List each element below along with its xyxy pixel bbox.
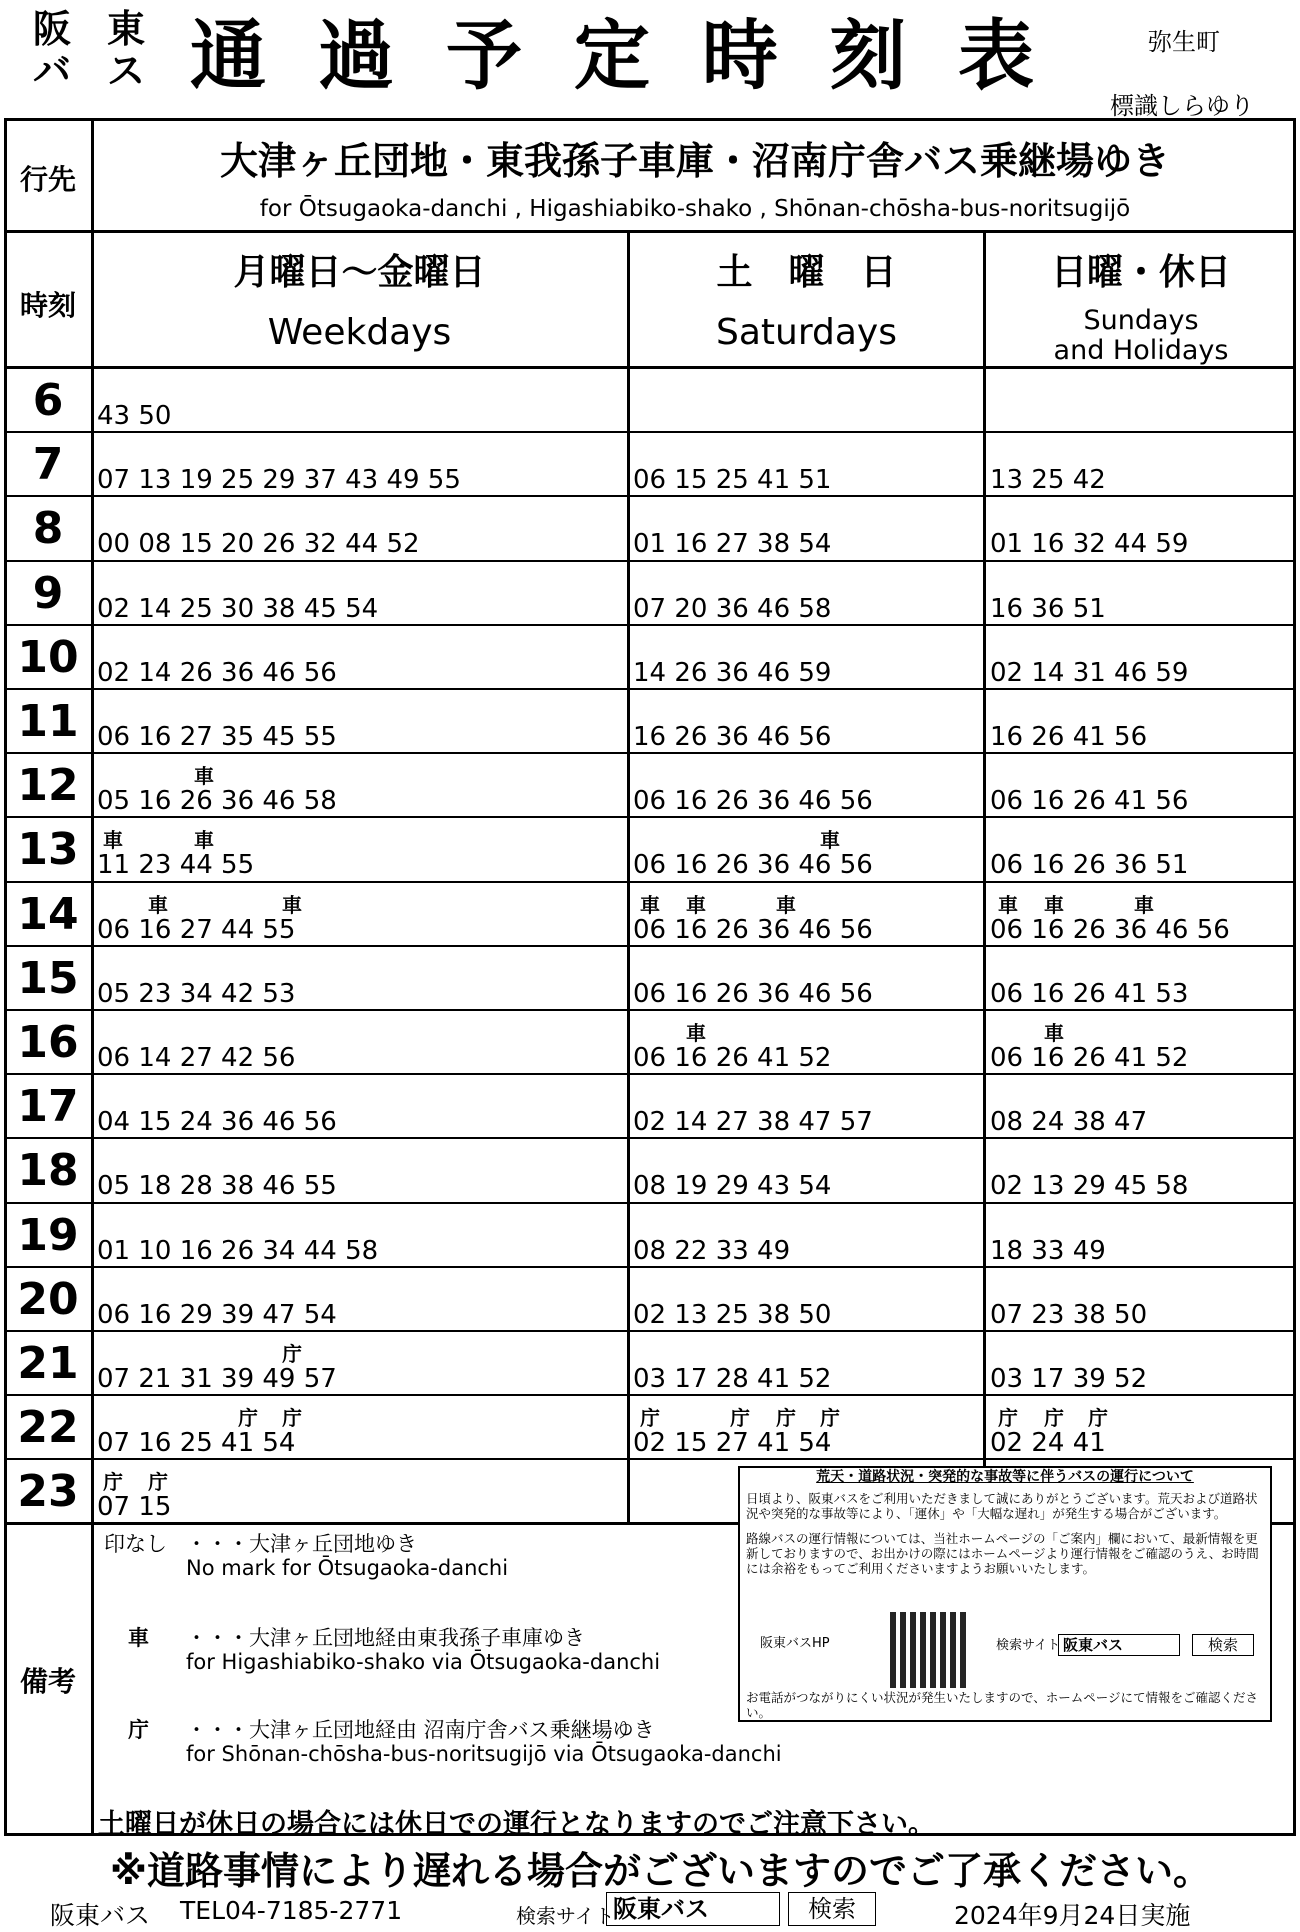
- hour-label: 6: [32, 375, 64, 426]
- row-divider: [4, 1266, 1296, 1268]
- departure-times-wd: 00 08 15 20 26 32 44 52: [97, 529, 420, 560]
- saturday-header-en: Saturdays: [716, 312, 897, 353]
- row-divider: [4, 495, 1296, 497]
- hour-label: 21: [17, 1338, 79, 1389]
- search-button[interactable]: 検索: [1192, 1634, 1254, 1656]
- row-divider: [4, 1009, 1296, 1011]
- company-char: 東: [106, 7, 145, 51]
- route-mark-sha: 車: [194, 764, 214, 789]
- departure-times-wd: 07 21 31 39 49 57: [97, 1364, 337, 1394]
- route-mark-sha: 車: [103, 828, 123, 853]
- service-notice-box: [738, 1466, 1272, 1722]
- row-divider: [4, 431, 1296, 433]
- sunday-header-en-line2: and Holidays: [1053, 335, 1229, 366]
- departure-times-su: 13 25 42: [990, 465, 1106, 496]
- delay-warning: ※道路事情により遅れる場合がございますのでご了承ください。: [110, 1849, 1211, 1893]
- notice-paragraph-3: お電話がつながりにくい状況が発生いたしますので、ホームページにて情報をご確認ください。: [746, 1690, 1259, 1720]
- route-mark-sha: 車: [1044, 892, 1064, 917]
- route-mark-cho: 庁: [103, 1470, 123, 1495]
- route-mark-sha: 車: [194, 828, 214, 853]
- departure-times-su: 06 16 26 36 51: [990, 850, 1189, 881]
- page-title: 通過予定時刻表: [190, 11, 1086, 100]
- route-mark-cho: 庁: [1044, 1406, 1064, 1431]
- company-char: バ: [32, 49, 71, 93]
- row-divider: [4, 816, 1296, 818]
- departure-times-wd: 05 23 34 42 53: [97, 978, 296, 1009]
- hour-label: 16: [17, 1017, 79, 1068]
- route-mark-sha: 車: [640, 892, 660, 917]
- row-divider: [4, 752, 1296, 754]
- row-divider: [4, 1458, 1296, 1460]
- remarks-label: 備考: [19, 1665, 76, 1698]
- saturday-holiday-note: 土曜日が休日の場合には休日での運行となりますのでご注意下さい。: [98, 1809, 935, 1840]
- route-mark-cho: 庁: [1088, 1406, 1108, 1431]
- departure-times-sa: 14 26 36 46 59: [633, 657, 832, 688]
- hour-label: 15: [17, 952, 79, 1004]
- footer-search-button[interactable]: 検索: [788, 1892, 876, 1926]
- route-mark-sha: 車: [998, 892, 1018, 917]
- row-divider: [4, 1330, 1296, 1332]
- row-divider: [4, 945, 1296, 947]
- route-mark-sha: 車: [1134, 892, 1154, 917]
- sunday-header-en: [986, 306, 1296, 366]
- departure-times-su: 02 14 31 46 59: [990, 657, 1189, 688]
- route-mark-sha: 車: [148, 892, 168, 917]
- departure-times-su: 18 33 49: [990, 1235, 1106, 1266]
- departure-times-su: 01 16 32 44 59: [990, 529, 1189, 560]
- company-char: ス: [106, 49, 145, 93]
- departure-times-sa: 02 13 25 38 50: [633, 1299, 832, 1330]
- divider: [4, 366, 1296, 369]
- stop-name: 弥生町: [1148, 28, 1220, 56]
- departure-times-su: 03 17 39 52: [990, 1364, 1148, 1394]
- remark-cho-mark: 庁: [128, 1718, 149, 1742]
- departure-times-sa: 06 16 26 36 46 56: [633, 914, 873, 945]
- sign-name: 標識しらゆり: [1110, 92, 1254, 120]
- departure-times-wd: 02 14 25 30 38 45 54: [97, 593, 379, 624]
- hour-label: 19: [17, 1209, 79, 1261]
- qr-code-icon[interactable]: [890, 1612, 966, 1688]
- row-divider: [4, 624, 1296, 626]
- hour-label: 12: [17, 760, 79, 812]
- route-mark-cho: 庁: [282, 1406, 302, 1431]
- search-input[interactable]: 阪東バス: [1058, 1634, 1180, 1656]
- departure-times-wd: 07 13 19 25 29 37 43 49 55: [97, 465, 461, 496]
- hour-label: 10: [17, 631, 79, 683]
- route-mark-sha: 車: [686, 892, 706, 917]
- remark-none-mark: 印なし: [104, 1532, 167, 1556]
- hour-label: 11: [17, 696, 79, 747]
- hour-label: 20: [17, 1273, 79, 1325]
- weekday-header-en: Weekdays: [267, 312, 452, 353]
- departure-times-sa: 06 15 25 41 51: [633, 465, 832, 496]
- departure-times-wd: 06 14 27 42 56: [97, 1043, 296, 1073]
- route-mark-sha: 車: [686, 1021, 706, 1045]
- footer-search-input[interactable]: 阪東バス: [606, 1892, 780, 1926]
- route-mark-cho: 庁: [640, 1406, 660, 1431]
- destination-ja: 大津ヶ丘団地・東我孫子車庫・沼南庁舎バス乗継場ゆき: [219, 139, 1170, 183]
- hour-label: 17: [17, 1081, 79, 1133]
- departure-times-wd: 43 50: [97, 401, 172, 431]
- departure-times-sa: 06 16 26 41 52: [633, 1043, 832, 1073]
- row-divider: [4, 1202, 1296, 1204]
- divider: [4, 230, 1296, 233]
- departure-times-wd: 06 16 29 39 47 54: [97, 1299, 337, 1330]
- departure-times-wd: 11 23 44 55: [97, 850, 255, 881]
- departure-times-su: 02 24 41: [990, 1428, 1106, 1459]
- departure-times-wd: 06 16 27 35 45 55: [97, 722, 337, 752]
- row-divider: [4, 1073, 1296, 1075]
- time-label: 時刻: [19, 289, 76, 322]
- hour-label: 14: [17, 888, 79, 940]
- footer-search-label: 検索サイト: [516, 1904, 615, 1928]
- weekday-header-ja: 月曜日～金曜日: [233, 252, 486, 293]
- effective-date: 2024年9月24日実施: [954, 1901, 1191, 1930]
- departure-times-sa: 02 15 27 41 54: [633, 1428, 832, 1459]
- departure-times-su: 16 36 51: [990, 593, 1106, 624]
- route-mark-cho: 庁: [998, 1406, 1018, 1431]
- hour-label: 18: [17, 1145, 79, 1197]
- hour-label: 7: [32, 439, 64, 491]
- notice-paragraph-1: 日頃より、阪東バスをご利用いただきまして誠にありがとうございます。荒天および道路状況や突発的な事故等により、「運休」や「大幅な遅れ」が発生する場合がございます。: [746, 1491, 1258, 1521]
- notice-title: 荒天・道路状況・突発的な事故等に伴うバスの運行について: [816, 1469, 1194, 1485]
- route-mark-cho: 庁: [730, 1406, 750, 1431]
- hour-label: 9: [32, 567, 64, 619]
- departure-times-sa: 02 14 27 38 47 57: [633, 1107, 873, 1138]
- route-mark-sha: 車: [776, 892, 796, 917]
- route-mark-sha: 車: [820, 828, 840, 853]
- route-mark-cho: 庁: [238, 1406, 258, 1431]
- footer-company: 阪東バス: [50, 1901, 151, 1930]
- departure-times-su: 06 16 26 36 46 56: [990, 914, 1230, 945]
- hour-label: 13: [17, 824, 79, 876]
- destination-en: for Ōtsugaoka-danchi , Higashiabiko-shako , Shōnan-chōsha-bus-noritsugijō: [259, 196, 1131, 222]
- departure-times-wd: 07 16 25 41 54: [97, 1428, 296, 1459]
- departure-times-sa: 06 16 26 36 46 56: [633, 850, 873, 881]
- remark-sha-mark: 車: [128, 1626, 149, 1650]
- search-site-label: 検索サイト: [996, 1638, 1061, 1653]
- departure-times-wd: 07 15: [97, 1492, 172, 1523]
- destination-label: 行先: [19, 163, 76, 196]
- hour-label: 22: [17, 1402, 79, 1454]
- saturday-header-ja: 土 曜 日: [716, 252, 897, 293]
- company-logo-col2: [104, 8, 148, 92]
- route-mark-cho: 庁: [148, 1470, 168, 1495]
- homepage-label: 阪東バスHP: [760, 1636, 830, 1651]
- departure-times-wd: 06 16 27 44 55: [97, 914, 296, 945]
- remark-sha-en: for Higashiabiko-shako via Ōtsugaoka-danchi: [186, 1650, 661, 1674]
- route-mark-cho: 庁: [820, 1406, 840, 1431]
- departure-times-su: 06 16 26 41 53: [990, 978, 1189, 1009]
- remark-sha-ja: ・・・大津ヶ丘団地経由東我孫子車庫ゆき: [186, 1626, 585, 1650]
- remark-none-en: No mark for Ōtsugaoka-danchi: [186, 1556, 509, 1580]
- departure-times-su: 02 13 29 45 58: [990, 1171, 1189, 1202]
- company-char: 阪: [32, 7, 71, 51]
- departure-times-sa: 16 26 36 46 56: [633, 722, 832, 752]
- route-mark-sha: 車: [282, 892, 302, 917]
- row-divider: [4, 688, 1296, 690]
- divider: [983, 232, 986, 1466]
- hour-label: 8: [32, 503, 64, 555]
- row-divider: [4, 1137, 1296, 1139]
- sunday-header-ja: 日曜・休日: [1050, 252, 1231, 293]
- remark-none-ja: ・・・大津ヶ丘団地ゆき: [186, 1532, 417, 1556]
- departure-times-su: 06 16 26 41 52: [990, 1043, 1189, 1073]
- departure-times-su: 16 26 41 56: [990, 722, 1148, 752]
- sunday-header-en-line1: Sundays: [1083, 305, 1199, 336]
- departure-times-sa: 03 17 28 41 52: [633, 1364, 832, 1394]
- remark-cho-ja: ・・・大津ヶ丘団地経由 沼南庁舎バス乗継場ゆき: [186, 1718, 655, 1742]
- departure-times-wd: 02 14 26 36 46 56: [97, 657, 337, 688]
- departure-times-su: 07 23 38 50: [990, 1299, 1148, 1330]
- departure-times-sa: 08 22 33 49: [633, 1235, 791, 1266]
- row-divider: [4, 560, 1296, 562]
- departure-times-wd: 01 10 16 26 34 44 58: [97, 1235, 379, 1266]
- departure-times-wd: 04 15 24 36 46 56: [97, 1107, 337, 1138]
- route-mark-cho: 庁: [776, 1406, 796, 1431]
- departure-times-sa: 07 20 36 46 58: [633, 593, 832, 624]
- remark-cho-en: for Shōnan-chōsha-bus-noritsugijō via Ōtsugaoka-danchi: [186, 1742, 782, 1766]
- hour-label: 23: [17, 1466, 79, 1518]
- notice-paragraph-2: 路線バスの運行情報については、当社ホームページの「ご案内」欄において、最新情報を更新しておりますので、お出かけの際にはホームページより運行情報をご確認のうえ、お時間には余裕をもってご利用くださいますようお願いいたします。: [746, 1531, 1259, 1576]
- footer-tel: TEL04-7185-2771: [180, 1896, 403, 1925]
- departure-times-wd: 05 18 28 38 46 55: [97, 1171, 337, 1202]
- departure-times-sa: 06 16 26 36 46 56: [633, 786, 873, 817]
- row-divider: [4, 1394, 1296, 1396]
- divider: [627, 232, 630, 1522]
- departure-times-sa: 08 19 29 43 54: [633, 1171, 832, 1202]
- company-logo-col1: [30, 8, 74, 92]
- departure-times-su: 08 24 38 47: [990, 1107, 1148, 1138]
- departure-times-wd: 05 16 26 36 46 58: [97, 786, 337, 817]
- departure-times-sa: 01 16 27 38 54: [633, 529, 832, 560]
- route-mark-cho: 庁: [282, 1342, 302, 1366]
- row-divider: [4, 881, 1296, 883]
- departure-times-su: 06 16 26 41 56: [990, 786, 1189, 817]
- route-mark-sha: 車: [1044, 1021, 1064, 1045]
- departure-times-sa: 06 16 26 36 46 56: [633, 978, 873, 1009]
